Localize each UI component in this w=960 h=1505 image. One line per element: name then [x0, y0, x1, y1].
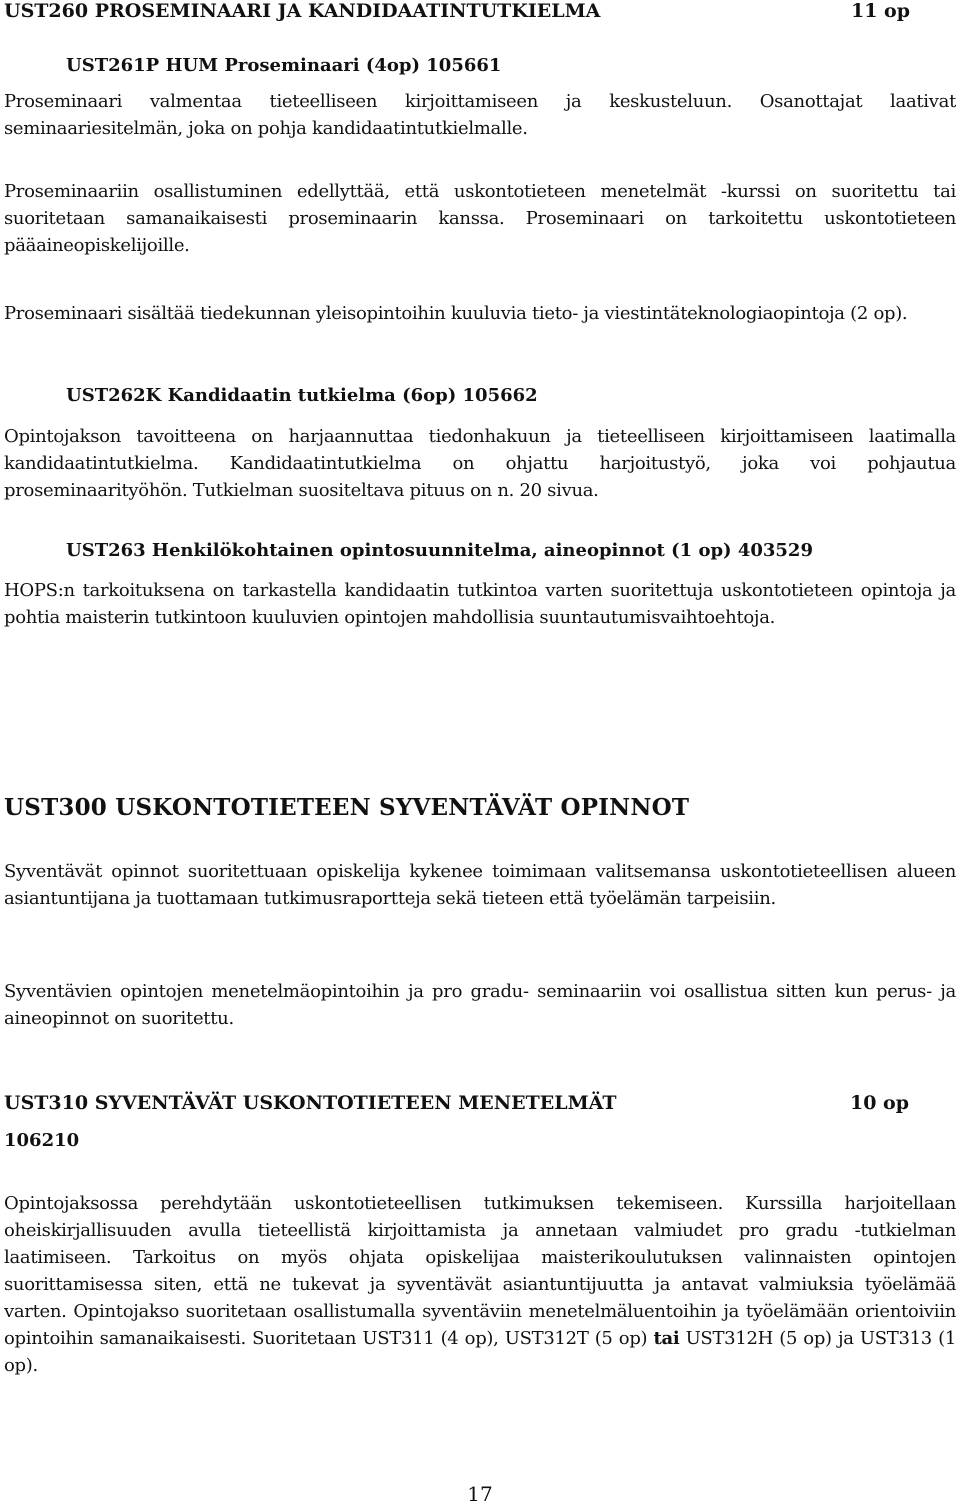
section-ust310-title: UST310 SYVENTÄVÄT USKONTOTIETEEN MENETELMÄT [4, 1092, 617, 1114]
course-ust263-description: HOPS:n tarkoituksena on tarkastella kandidaatin tutkintoa varten suoritettuja uskontotieteen opintoja ja pohtia maisterin tutkintoon kuuluvien opintojen mahdollisia suuntautumisvaihtoehtoja. [4, 580, 956, 628]
course-ust261-description: Proseminaari valmentaa tieteelliseen kirjoittamiseen ja keskusteluun. Osanottajat laativat seminaariesitelmän, joka on pohja kandidaatintutkielmalle. [4, 91, 956, 139]
course-ust262-title: UST262K Kandidaatin tutkielma (6op) 105662 [66, 385, 538, 406]
course-ust263-title: UST263 Henkilökohtainen opintosuunnitelma, aineopinnot (1 op) 403529 [66, 540, 813, 561]
section-ust260-title: UST260 PROSEMINAARI JA KANDIDAATINTUTKIELMA [4, 0, 601, 22]
section-ust310-description-end: UST312H (5 op) ja UST313 (1 op). [4, 1328, 956, 1376]
course-ust261-ict-note: Proseminaari sisältää tiedekunnan yleisopintoihin kuuluvia tieto- ja viestintäteknologiaopintoja (2 op). [4, 303, 908, 324]
course-ust261-title: UST261P HUM Proseminaari (4op) 105661 [66, 55, 502, 76]
section-ust260-header [4, 0, 956, 22]
course-ust261-prerequisites: Proseminaariin osallistuminen edellyttää, että uskontotieteen menetelmät -kurssi on suoritettu tai suoritetaan samanaikaisesti proseminaarin kanssa. Proseminaari on tarkoitettu uskontotieteen pääaineopiskelijoille. [4, 181, 956, 256]
page-number: 17 [467, 1482, 493, 1505]
section-ust300-note: Syventävien opintojen menetelmäopintoihin ja pro gradu- seminaariin voi osallistua sitten kun perus- ja aineopinnot on suoritettu. [4, 981, 956, 1029]
section-ust300-title: UST300 USKONTOTIETEEN SYVENTÄVÄT OPINNOT [4, 794, 690, 821]
document-page [4, 0, 956, 1505]
section-ust310-code: 106210 [4, 1130, 80, 1151]
course-ust262-description: Opintojakson tavoitteena on harjaannuttaa tiedonhakuun ja tieteelliseen kirjoittamiseen laatimalla kandidaatintutkielma. Kandidaatintutkielma on ohjattu harjoitustyö, joka voi pohjautua proseminaarityöhön. Tutkielman suositeltava pituus on n. 20 sivua. [4, 426, 956, 501]
section-ust310-description-main: Opintojaksossa perehdytään uskontotieteellisen tutkimuksen tekemiseen. Kurssilla harjoitellaan oheiskirjallisuuden avulla tieteellistä kirjoittamista ja annetaan valmiudet pro gradu -tutkielman laatimiseen. Tarkoitus on myös ohjata opiskelijaa maisterikoulutuksen valinnaisten opintojen suorittamisessa siten, että ne tukevat ja syventävät asiantuntijuutta ja antavat valmiuksia työelämää varten. Opintojakso suoritetaan osallistumalla syventäviin menetelmäluentoihin ja työelämään orientoiviin opintoihin samanaikaisesti. Suoritetaan UST311 (4 op), UST312T (5 op) [4, 1193, 956, 1349]
section-ust310-description [4, 1190, 956, 1379]
section-ust300-description: Syventävät opinnot suoritettuaan opiskelija kykenee toimimaan valitsemansa uskontotieteellisen alueen asiantuntijana ja tuottamaan tutkimusraportteja sekä tieteen että työelämän tarpeisiin. [4, 861, 956, 909]
section-ust310-description-or: tai [653, 1328, 680, 1349]
section-ust310-credits: 10 op [850, 1092, 910, 1114]
section-ust260-credits: 11 op [850, 0, 910, 22]
section-ust310-header [4, 1092, 956, 1114]
